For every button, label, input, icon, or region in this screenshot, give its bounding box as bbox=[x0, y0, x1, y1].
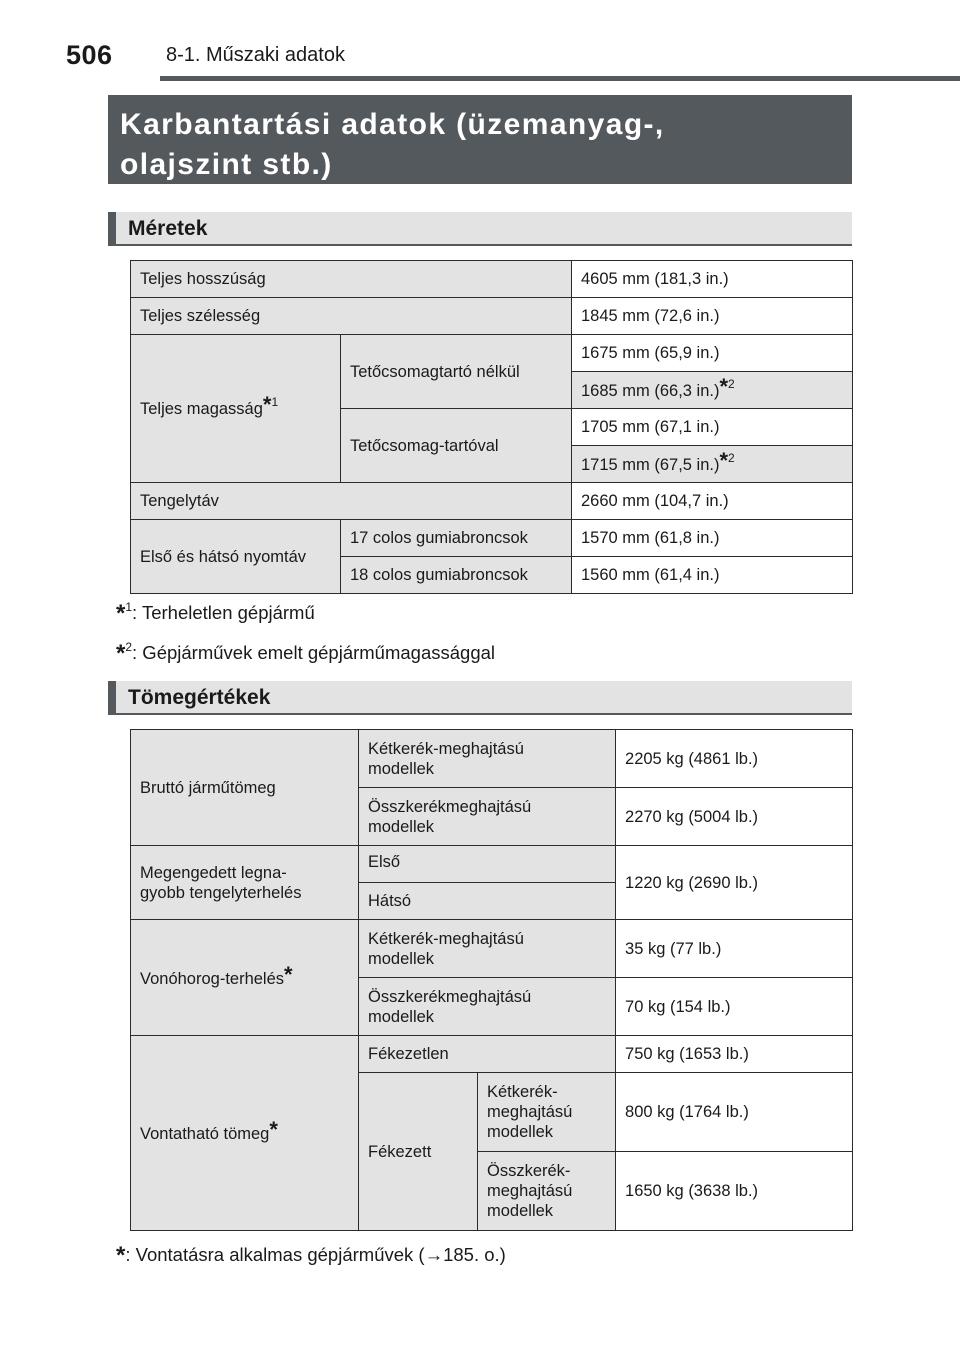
hitch-load-cell bbox=[131, 920, 359, 1036]
front-axle-label: Első bbox=[359, 846, 616, 883]
footnote-mark: * bbox=[262, 392, 272, 417]
height-value: 1705 mm (67,1 in.) bbox=[572, 409, 853, 446]
footnote-mark: * bbox=[719, 373, 729, 399]
gross-weight-label: Bruttó járműtömeg bbox=[131, 730, 359, 846]
footnote-ref: 2 bbox=[728, 450, 735, 465]
tread-label: Első és hátsó nyomtáv bbox=[131, 520, 341, 594]
table-row bbox=[131, 1036, 853, 1073]
label-line: Összkerékmeghajtású bbox=[368, 987, 532, 1006]
two-wd-label bbox=[359, 920, 616, 978]
footnote-1 bbox=[116, 598, 315, 626]
overall-width-value: 1845 mm (72,6 in.) bbox=[572, 298, 853, 335]
tire17-value: 1570 mm (61,8 in.) bbox=[572, 520, 853, 557]
page-title-line2: olajszint stb.) bbox=[120, 148, 333, 181]
height-value-text: 1685 mm (66,3 in.) bbox=[581, 381, 720, 400]
table-row bbox=[131, 520, 853, 557]
gross-two-wd-value: 2205 kg (4861 lb.) bbox=[616, 730, 853, 788]
wheelbase-label: Tengelytáv bbox=[131, 483, 572, 520]
four-wd-label bbox=[359, 978, 616, 1036]
label-line: Kétkerék-meghajtású bbox=[368, 929, 524, 948]
hitch-load-label: Vonóhorog-terhelés bbox=[140, 969, 285, 988]
footnote-ref: 1 bbox=[271, 395, 279, 409]
overall-height-cell bbox=[131, 335, 341, 483]
label-line: modellek bbox=[368, 759, 435, 778]
footnote-text: : Vontatásra alkalmas gépjárművek ( bbox=[125, 1244, 425, 1265]
footnote-num: 1 bbox=[125, 600, 133, 614]
table-row bbox=[131, 846, 853, 883]
table-row bbox=[131, 483, 853, 520]
hitch-two-wd-value: 35 kg (77 lb.) bbox=[616, 920, 853, 978]
braked-label: Fékezett bbox=[359, 1073, 478, 1231]
label-line: Kétkerék- bbox=[487, 1083, 558, 1101]
table-row bbox=[131, 730, 853, 788]
page-title bbox=[108, 95, 852, 184]
wheelbase-value: 2660 mm (104,7 in.) bbox=[572, 483, 853, 520]
footnote-num: 2 bbox=[125, 640, 133, 654]
height-value-raised bbox=[572, 372, 853, 409]
overall-height-label: Teljes magasság bbox=[140, 400, 263, 418]
label-line: meghajtású bbox=[487, 1182, 573, 1200]
unbraked-label: Fékezetlen bbox=[359, 1036, 616, 1073]
without-rack-label: Tetőcsomagtartó nélkül bbox=[341, 335, 572, 409]
label-line: Összkerékmeghajtású bbox=[368, 797, 532, 816]
overall-length-label: Teljes hosszúság bbox=[131, 261, 572, 298]
towing-capacity-cell bbox=[131, 1036, 359, 1231]
two-wd-label bbox=[478, 1073, 616, 1152]
page-reference[interactable]: 185. o.) bbox=[443, 1244, 506, 1265]
height-value-text: 1715 mm (67,5 in.) bbox=[581, 455, 720, 474]
footnote-mark: * bbox=[284, 961, 293, 987]
axle-load-label bbox=[131, 846, 359, 920]
table-row bbox=[131, 298, 853, 335]
table-row bbox=[131, 261, 853, 298]
with-rack-label: Tetőcsomag-tartóval bbox=[341, 409, 572, 483]
page-number: 506 bbox=[66, 40, 113, 70]
label-line: Összkerék- bbox=[487, 1162, 571, 1180]
dimensions-table bbox=[130, 260, 853, 594]
four-wd-label bbox=[478, 1152, 616, 1231]
footnote-towing bbox=[116, 1240, 506, 1268]
label-line: modellek bbox=[368, 817, 435, 836]
braked-four-wd-value: 1650 kg (3638 lb.) bbox=[616, 1152, 853, 1231]
section-title: 8-1. Műszaki adatok bbox=[166, 44, 345, 66]
table-row bbox=[131, 335, 853, 372]
label-line: Megengedett legna- bbox=[140, 863, 287, 882]
footnote-text: : Gépjárművek emelt gépjárműmagassággal bbox=[132, 642, 496, 663]
weights-heading: Tömegértékek bbox=[108, 681, 852, 715]
footnote-text: : Terheletlen gépjármű bbox=[132, 602, 315, 623]
label-line: Kétkerék-meghajtású bbox=[368, 739, 524, 758]
label-line: modellek bbox=[368, 949, 435, 968]
height-value: 1675 mm (65,9 in.) bbox=[572, 335, 853, 372]
hitch-four-wd-value: 70 kg (154 lb.) bbox=[616, 978, 853, 1036]
footnote-mark: * bbox=[269, 1117, 278, 1142]
label-line: modellek bbox=[487, 1123, 554, 1141]
footnote-mark: * bbox=[719, 447, 729, 473]
unbraked-value: 750 kg (1653 lb.) bbox=[616, 1036, 853, 1073]
braked-two-wd-value: 800 kg (1764 lb.) bbox=[616, 1073, 853, 1152]
rear-axle-label: Hátsó bbox=[359, 883, 616, 920]
height-value-raised bbox=[572, 446, 853, 483]
overall-length-value: 4605 mm (181,3 in.) bbox=[572, 261, 853, 298]
footnote-ref: 2 bbox=[728, 376, 735, 391]
overall-width-label: Teljes szélesség bbox=[131, 298, 572, 335]
weights-table bbox=[130, 729, 853, 1231]
label-line: meghajtású bbox=[487, 1103, 573, 1121]
gross-four-wd-value: 2270 kg (5004 lb.) bbox=[616, 788, 853, 846]
footnote-mark: * bbox=[116, 1242, 126, 1269]
footnote-mark: * bbox=[116, 600, 126, 627]
dimensions-heading: Méretek bbox=[108, 212, 852, 246]
two-wd-label bbox=[359, 730, 616, 788]
four-wd-label bbox=[359, 788, 616, 846]
tire18-value: 1560 mm (61,4 in.) bbox=[572, 557, 853, 594]
label-line: modellek bbox=[487, 1202, 554, 1220]
arrow-right-icon: → bbox=[424, 1244, 444, 1265]
towing-capacity-label: Vontatható tömeg bbox=[140, 1125, 270, 1143]
label-line: gyobb tengelyterhelés bbox=[140, 883, 302, 902]
footnote-mark: * bbox=[116, 640, 126, 667]
header-rule bbox=[160, 76, 960, 81]
tire17-label: 17 colos gumiabroncsok bbox=[341, 520, 572, 557]
tire18-label: 18 colos gumiabroncsok bbox=[341, 557, 572, 594]
page-title-line1: Karbantartási adatok (üzemanyag-, bbox=[120, 108, 665, 141]
table-row bbox=[131, 920, 853, 978]
label-line: modellek bbox=[368, 1007, 435, 1026]
axle-load-value: 1220 kg (2690 lb.) bbox=[616, 846, 853, 920]
footnote-2 bbox=[116, 638, 495, 666]
